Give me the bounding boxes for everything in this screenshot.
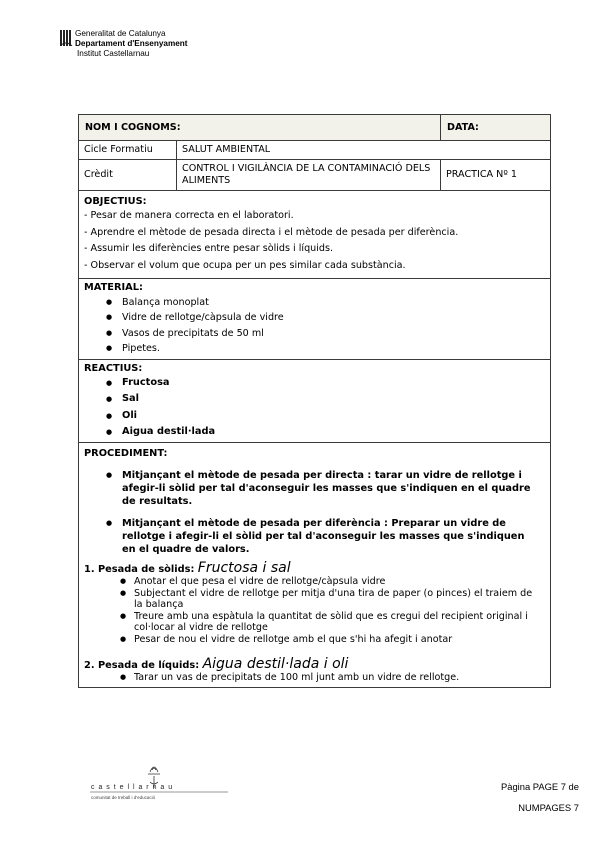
org-line-1: Generalitat de Catalunya [75, 29, 166, 38]
step1-item: ● Pesar de nou el vidre de rellotge amb el que s'hi ha afegit i anotar [84, 634, 545, 646]
practice-sheet-table [78, 114, 551, 688]
objectives-title: OBJECTIUS: [84, 196, 147, 207]
logo-tagline: comunitat de treball i d'educació [91, 795, 156, 800]
reagent-item: ● Sal [84, 391, 545, 408]
reagents-list [84, 375, 545, 441]
reagent-item: ● Oli [84, 408, 545, 425]
step2-label: 2. Pesada de líquids: [84, 659, 200, 671]
material-item: ● Pipetes. [84, 341, 545, 356]
method-item: ● Mitjançant el mètode de pesada per directa : tarar un vidre de rellotge i afegir-li sòlid per tal d'aconseguir les masses que s'indiquen en el quadre de resultats. [84, 469, 545, 508]
step2-heading [84, 655, 545, 672]
castell-logo-icon [90, 758, 230, 806]
credit-value: CONTROL I VIGILÀNCIA DE LA CONTAMINACIÓ DELS ALIMENTS [177, 160, 441, 191]
step1-list [84, 576, 545, 646]
material-item: ● Balança monoplat [84, 295, 545, 310]
procedure-title: PROCEDIMENT: [84, 448, 168, 459]
method-item: ● Mitjançant el mètode de pesada per diferència : Preparar un vidre de rellotge i afegir-li el sòlid per tal d'aconseguir les masses que s'indiquen en el quadre de valors. [84, 517, 545, 556]
org-line-3: Institut Castellarnau [77, 49, 150, 58]
objective-item: - Aprendre el mètode de pesada directa i el mètode de pesada per diferència. [84, 226, 459, 238]
cycle-label: Cicle Formatiu [79, 141, 177, 160]
step2-item: ● Tarar un vas de precipitats de 100 ml junt amb un vidre de rellotge. [84, 672, 545, 684]
material-list [84, 295, 545, 357]
generalitat-logo-icon [60, 30, 73, 46]
name-field[interactable]: NOM I COGNOMS: [79, 115, 441, 141]
step2-list [84, 672, 545, 684]
procedure-methods [84, 469, 545, 556]
date-field[interactable]: DATA: [441, 115, 551, 141]
practice-number: PRACTICA Nº 1 [441, 160, 551, 191]
org-line-2: Departament d'Ensenyament [75, 39, 188, 48]
step1-item: ● Treure amb una espàtula la quantitat de sòlid que es cregui del recipient original i col·locar al vidre de rellotge [84, 611, 545, 634]
procedure-section [79, 443, 551, 688]
objective-item: - Observar el volum que ocupa per un pes similar cada substància. [84, 259, 406, 271]
page-line-1: Pàgina PAGE 7 de [500, 781, 579, 792]
page-line-2: NUMPAGES 7 [518, 802, 579, 813]
step1-heading [84, 562, 545, 576]
step1-subject: Fructosa i sal [197, 560, 291, 576]
step1-label: 1. Pesada de sòlids: [84, 564, 195, 575]
objective-item: - Assumir les diferències entre pesar sòlids i líquids. [84, 243, 334, 254]
castellarnau-logo [90, 758, 230, 806]
step1-item: ● Subjectant el vidre de rellotge per mitja d'una tira de paper (o pinces) el traiem de la balança [84, 588, 545, 611]
material-section [79, 279, 551, 360]
material-item: ● Vasos de precipitats de 50 ml [84, 326, 545, 341]
logo-wordmark: c a s t e l l a r n a u [91, 784, 174, 791]
reagent-item: ● Fructosa [84, 375, 545, 392]
step2-subject: Aigua destil·lada i oli [202, 655, 349, 672]
reagents-section [79, 359, 551, 442]
material-title: MATERIAL: [84, 282, 143, 293]
page-number [501, 776, 579, 818]
institution-header [60, 29, 280, 63]
objectives-section [79, 191, 551, 279]
reagents-title: REACTIUS: [84, 362, 143, 374]
step1-item: ● Anotar el que pesa el vidre de rellotge/càpsula vidre [84, 576, 545, 588]
reagent-item: ● Aigua destil·lada [84, 424, 545, 441]
material-item: ● Vidre de rellotge/càpsula de vidre [84, 310, 545, 325]
credit-label: Crèdit [79, 160, 177, 191]
objective-item: - Pesar de manera correcta en el laboratori. [84, 210, 294, 221]
institution-lines [75, 29, 188, 59]
cycle-value: SALUT AMBIENTAL [177, 141, 551, 160]
